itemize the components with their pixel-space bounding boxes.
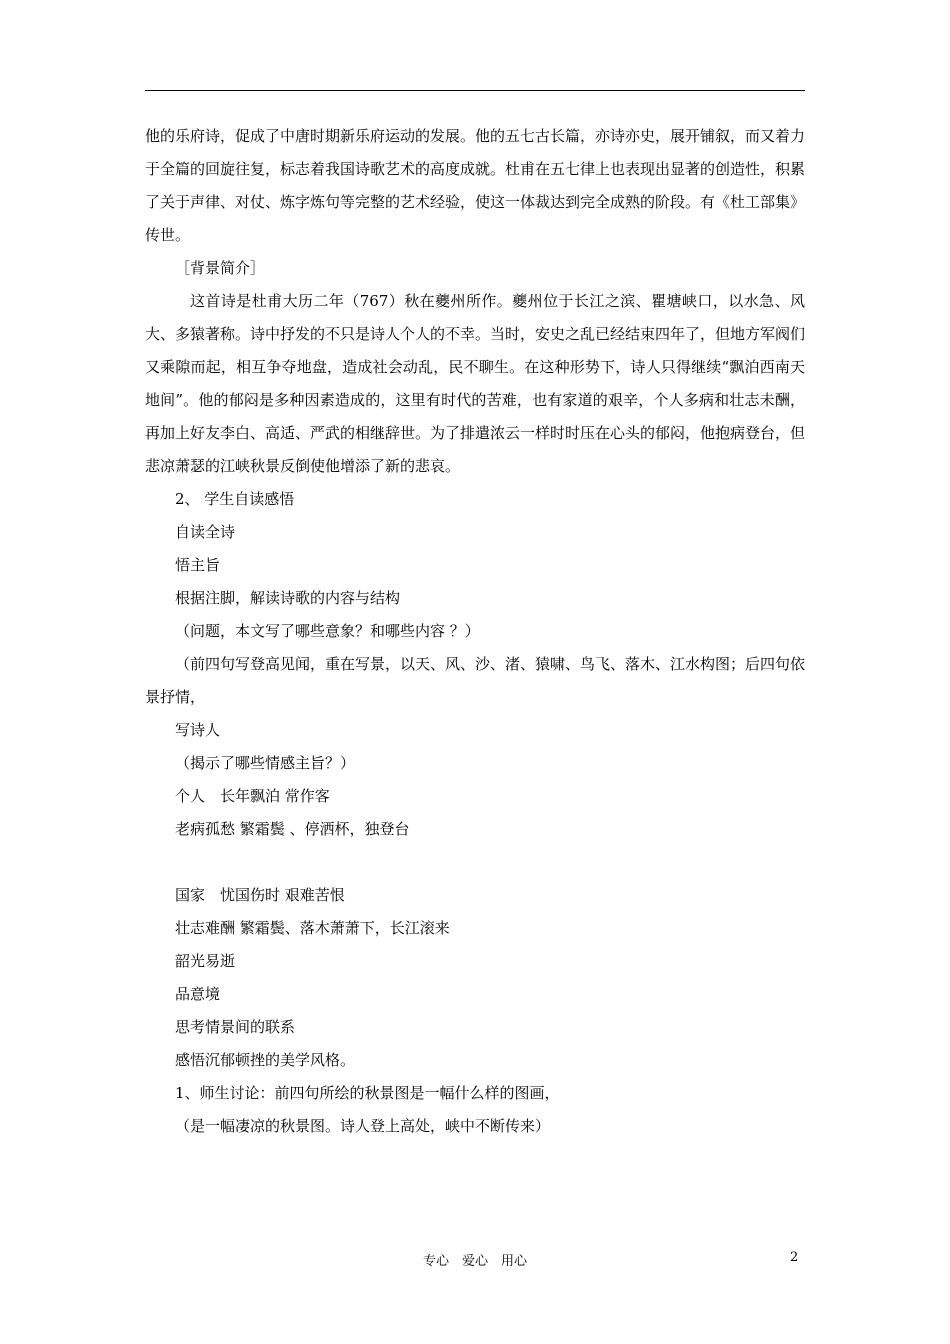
- list-item: （揭示了哪些情感主旨？）: [175, 754, 356, 772]
- list-item: 壮志难酬 繁霜鬓、落木萧萧下，长江滚来: [175, 919, 450, 937]
- list-item: 国家 忧国伤时 艰难苦恨: [175, 886, 345, 904]
- paragraph-author-intro: 他的乐府诗，促成了中唐时期新乐府运动的发展。他的五七古长篇，亦诗亦史，展开铺叙，而又着力于全篇的回旋往复，标志着我国诗歌艺术的高度成就。杜甫在五七律上也表现出显著的创造性，积累了关于声律、对仗、炼字炼句等完整的艺术经验，使这一体裁达到完全成熟的阶段。有《杜工部集》传世。: [145, 127, 806, 244]
- document-body: [145, 120, 805, 1143]
- paragraph-background: 这首诗是杜甫大历二年（767）秋在夔州所作。夔州位于长江之滨、瞿塘峡口，以水急、风大、多猿著称。诗中抒发的不只是诗人个人的不幸。当时，安史之乱已经结束四年了，但地方军阀们又乘隙而起，相互争夺地盘，造成社会动乱，民不聊生。在这种形势下，诗人只得继续“飘泊西南天地间”。他的郁闷是多种因素造成的，这里有时代的苦难，也有家道的艰辛，个人多病和壮志未酬，再加上好友李白、高适、严武的相继辞世。为了排遣浓云一样时时压在心头的郁闷，他抱病登台，但悲凉萧瑟的江峡秋景反倒使他增添了新的悲哀。: [145, 292, 806, 475]
- list-item: （问题，本文写了哪些意象？和哪些内容 ？）: [175, 622, 480, 640]
- blank-line: [145, 846, 805, 879]
- list-item: 根据注脚，解读诗歌的内容与结构: [175, 589, 401, 607]
- list-item: 韶光易逝: [175, 952, 236, 970]
- list-item: 自读全诗: [175, 523, 236, 541]
- list-item: 1、师生讨论：前四句所绘的秋景图是一幅什么样的图画，: [175, 1084, 560, 1102]
- list-item: 个人 长年飘泊 常作客: [175, 787, 330, 805]
- list-item: 悟主旨: [175, 556, 221, 574]
- paragraph-structure: （前四句写登高见闻，重在写景，以天、风、沙、渚、猿啸、鸟飞、落木、江水构图；后四句依景抒情，: [145, 655, 806, 706]
- list-item: 写诗人: [175, 721, 221, 739]
- footer-slogan: 专心 爱心 用心: [422, 1254, 527, 1269]
- list-item: 老病孤愁 繁霜鬓 、停洒杯，独登台: [175, 820, 410, 838]
- header-rule: [145, 90, 805, 91]
- list-item: 感悟沉郁顿挫的美学风格。: [175, 1051, 356, 1069]
- list-item: （是一幅凄凉的秋景图。诗人登上高处，峡中不断传来）: [175, 1117, 551, 1135]
- list-item: 思考情景间的联系: [175, 1018, 296, 1036]
- section-heading-self-reading: 2、 学生自读感悟: [175, 490, 295, 508]
- list-item: 品意境: [175, 985, 221, 1003]
- page-number: 2: [790, 1250, 799, 1265]
- section-heading-background: ［背景简介］: [175, 259, 266, 277]
